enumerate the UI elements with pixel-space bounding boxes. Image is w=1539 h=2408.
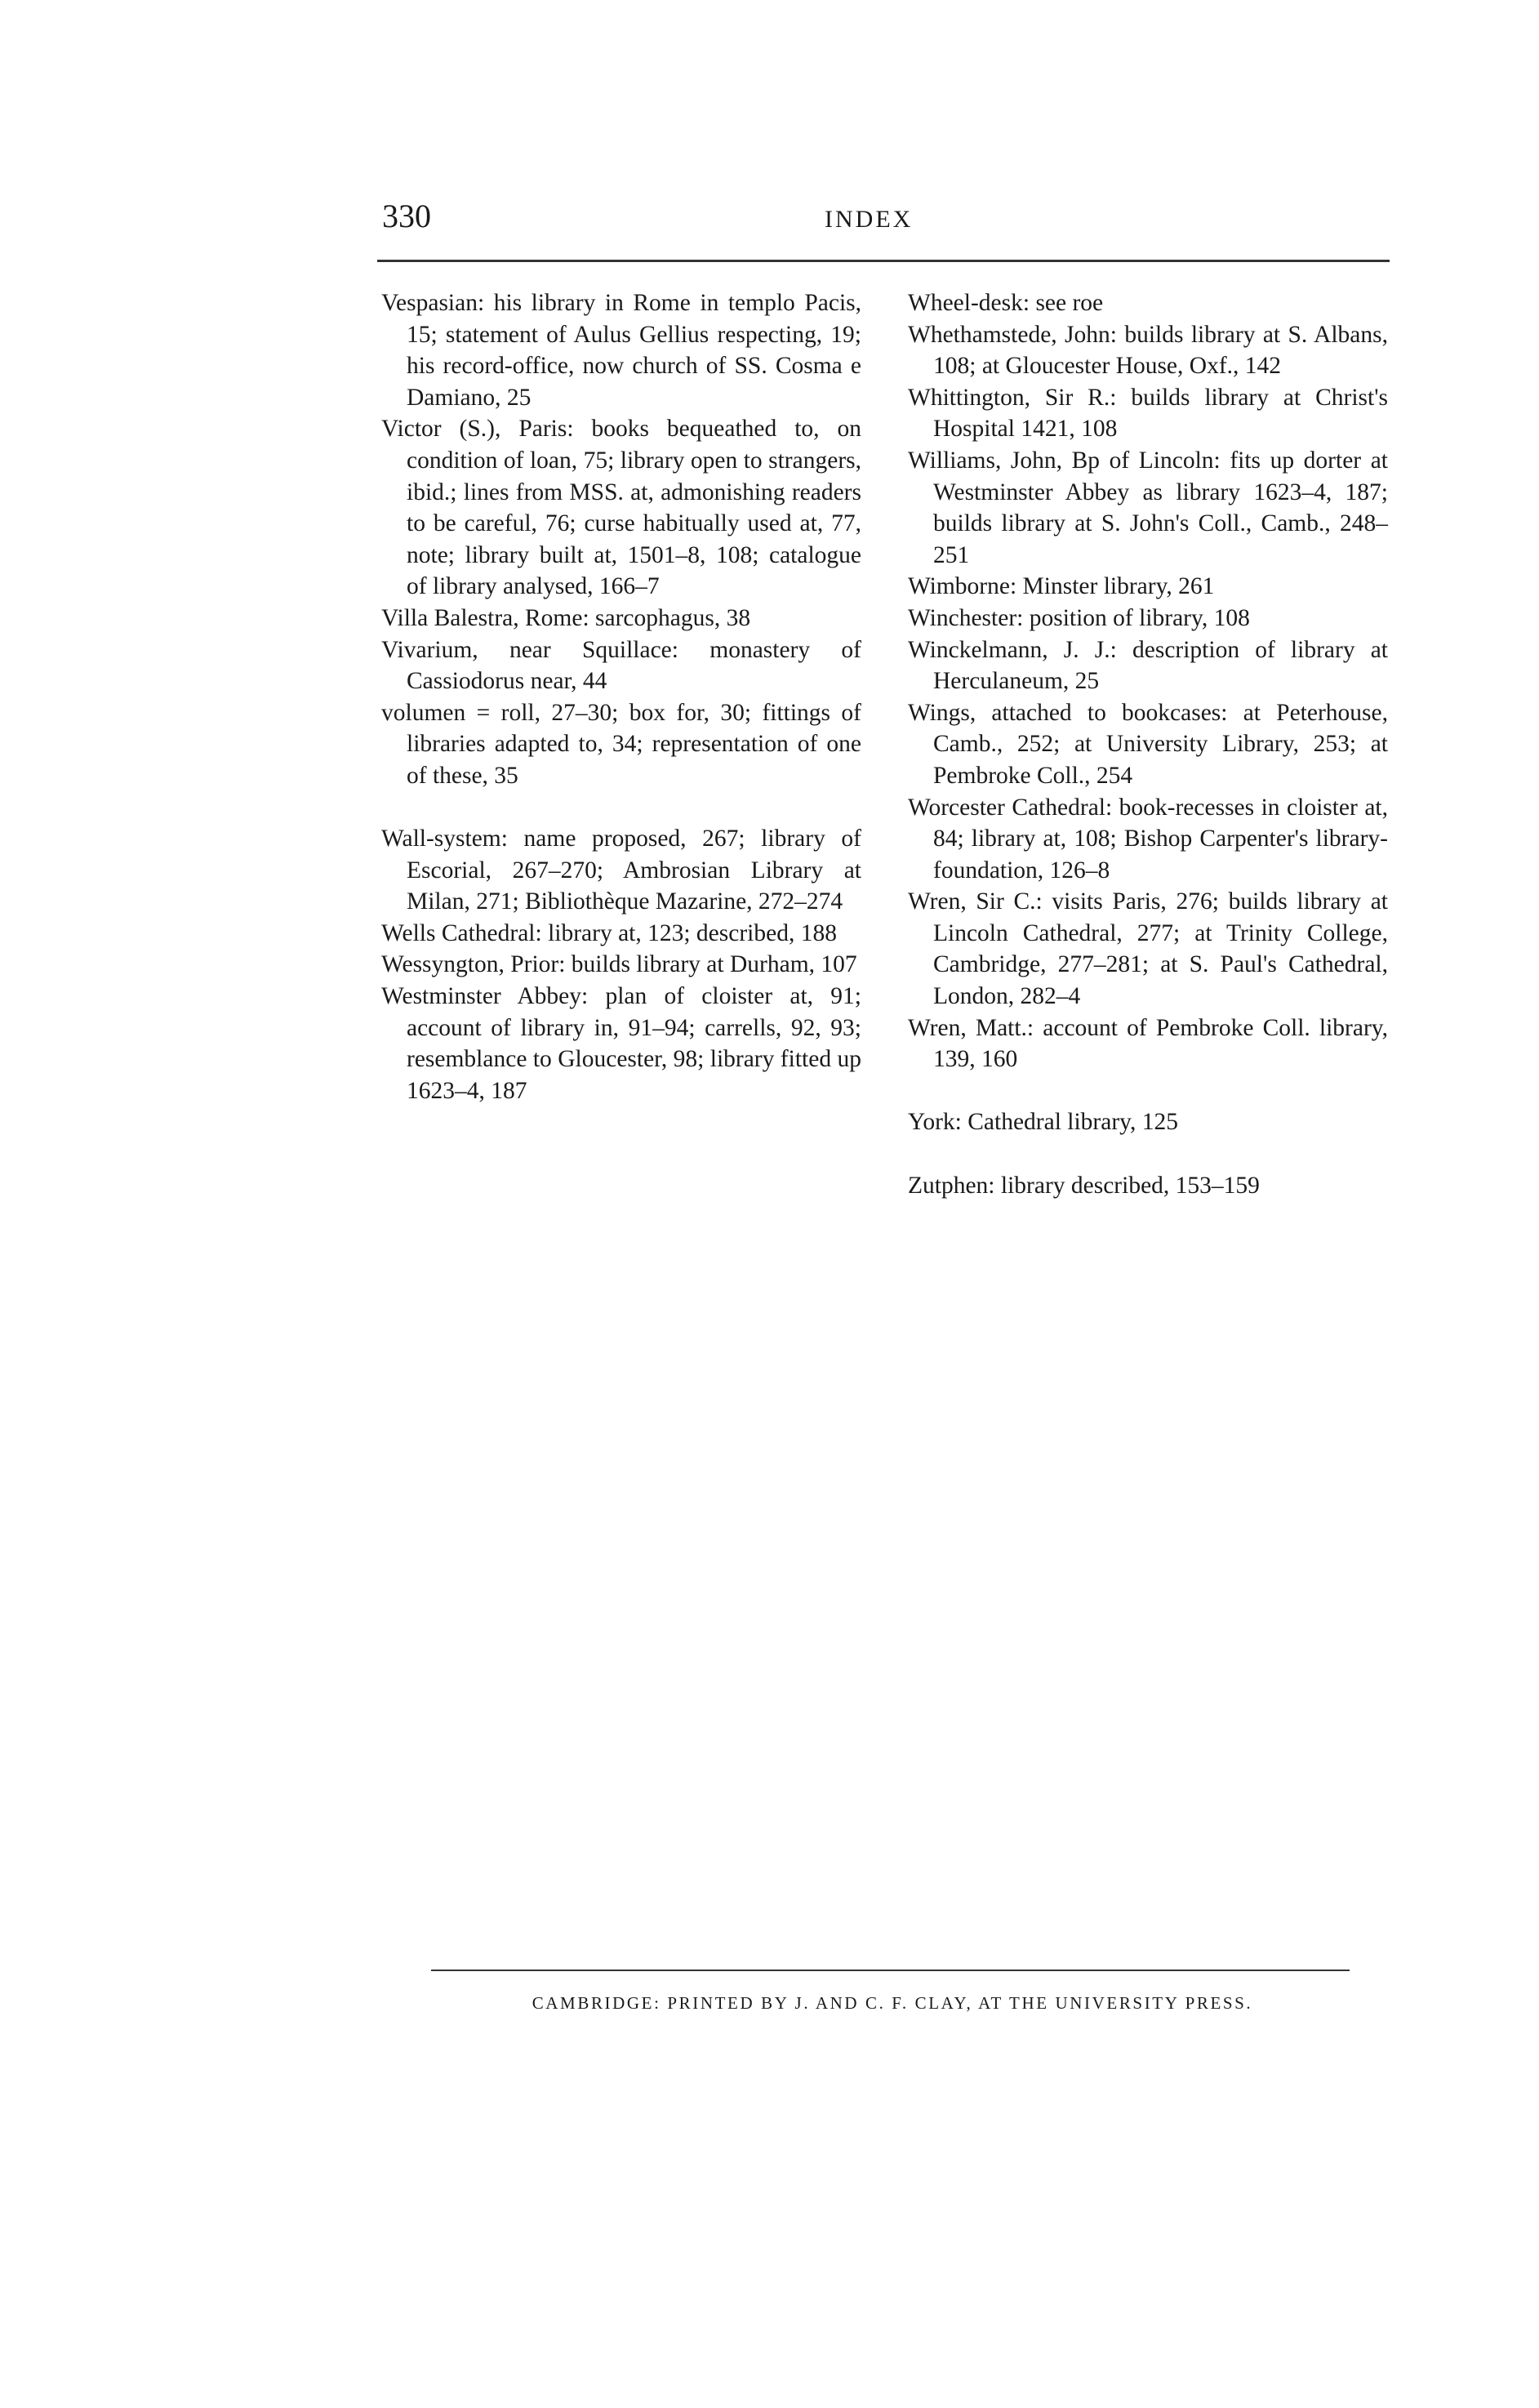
footer-rule (431, 1970, 1350, 1971)
index-entry-whethamstede: Whethamstede, John: builds library at S. Albans, 108; at Gloucester House, Oxf., 142 (908, 321, 1388, 380)
index-entry-wheel-desk: Wheel-desk: see roe (908, 290, 1104, 316)
index-entry-williams: Williams, John, Bp of Lincoln: fits up dorter at Westminster Abbey as library 1623–4, 187; builds library at S. John's Coll., Camb., 248–251 (908, 447, 1388, 568)
page-number: 330 (382, 198, 431, 234)
running-head: INDEX (825, 206, 914, 233)
index-column-left (381, 287, 861, 1106)
index-entry-vespasian: Vespasian: his library in Rome in templo Pacis, 15; statement of Aulus Gellius respecting, 19; his record-office, now church of SS. Cosma e Damiano, 25 (381, 290, 861, 411)
index-entry-york: York: Cathedral library, 125 (908, 1109, 1179, 1136)
index-entry-villa-balestra: Villa Balestra, Rome: sarcophagus, 38 (381, 604, 751, 631)
index-entry-wren-matt: Wren, Matt.: account of Pembroke Coll. library, 139, 160 (908, 1014, 1388, 1073)
index-entry-wings: Wings, attached to bookcases: at Peterhouse, Camb., 252; at University Library, 253; at Pembroke Coll., 254 (908, 699, 1388, 789)
index-entry-wessyngton: Wessyngton, Prior: builds library at Durham, 107 (381, 951, 857, 978)
index-entry-wall-system: Wall-system: name proposed, 267; library of Escorial, 267–270; Ambrosian Library at Milan, 271; Bibliothèque Mazarine, 272–274 (381, 826, 861, 915)
header-rule (377, 260, 1390, 262)
index-entry-vivarium: Vivarium, near Squillace: monastery of Cassiodorus near, 44 (381, 636, 861, 695)
printer-imprint: CAMBRIDGE: PRINTED BY J. AND C. F. CLAY, AT THE UNIVERSITY PRESS. (532, 1993, 1253, 2013)
index-entry-wells-cathedral: Wells Cathedral: library at, 123; described, 188 (381, 919, 837, 946)
index-entry-zutphen: Zutphen: library described, 153–159 (908, 1172, 1260, 1199)
index-entry-whittington: Whittington, Sir R.: builds library at Christ's Hospital 1421, 108 (908, 384, 1388, 443)
index-entry-worcester-cathedral: Worcester Cathedral: book-recesses in cloister at, 84; library at, 108; Bishop Carpenter's library-foundation, 126–8 (908, 794, 1388, 884)
index-entry-winchester: Winchester: position of library, 108 (908, 604, 1250, 631)
index-column-right (908, 287, 1388, 1201)
index-entry-victor: Victor (S.), Paris: books bequeathed to, on condition of loan, 75; library open to strangers, ibid.; lines from MSS. at, admonishing readers to be careful, 76; curse habitually used at, 77, note; library built at, 1501–8, 108; catalogue of library analysed, 166–7 (381, 416, 861, 600)
index-entry-wren-sir-c: Wren, Sir C.: visits Paris, 276; builds library at Lincoln Cathedral, 277; at Trinity College, Cambridge, 277–281; at S. Paul's Cathedral, London, 282–4 (908, 888, 1388, 1010)
index-entry-westminster-abbey: Westminster Abbey: plan of cloister at, 91; account of library in, 91–94; carrells, 92, 93; resemblance to Gloucester, 98; library fitted up 1623–4, 187 (381, 983, 861, 1104)
index-entry-winckelmann: Winckelmann, J. J.: description of library at Herculaneum, 25 (908, 636, 1388, 695)
index-entry-volumen: volumen = roll, 27–30; box for, 30; fittings of libraries adapted to, 34; representation of one of these, 35 (381, 699, 861, 789)
index-entry-wimborne: Wimborne: Minster library, 261 (908, 573, 1215, 600)
